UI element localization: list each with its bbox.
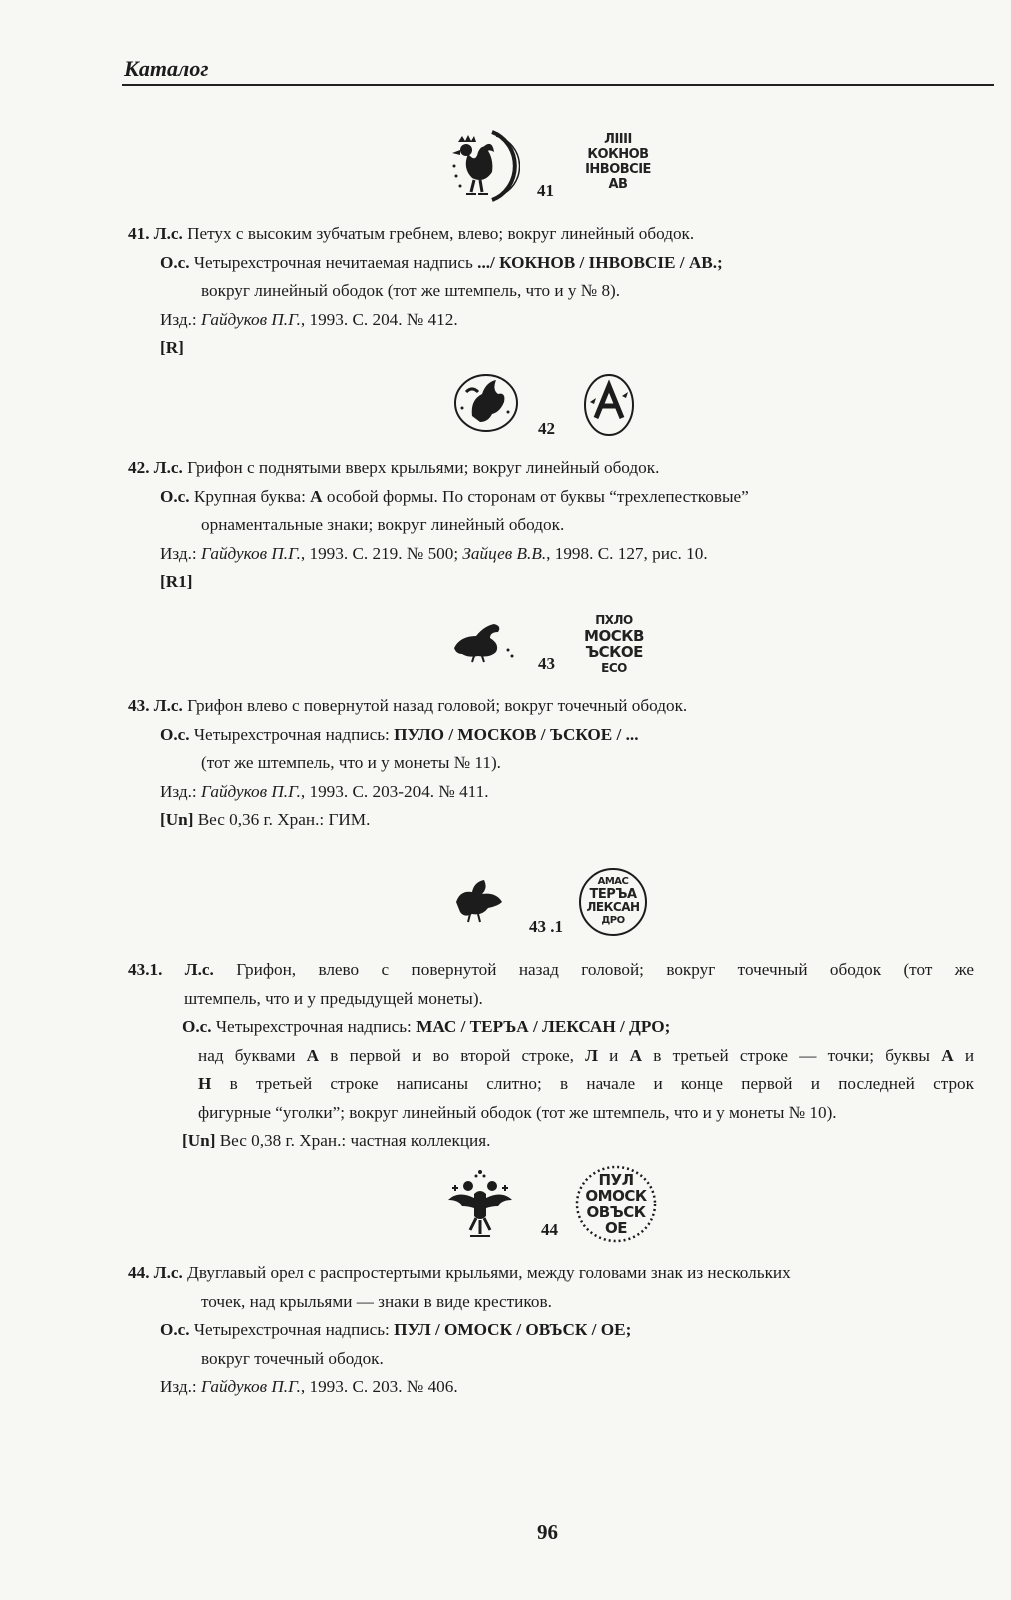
weight-storage: Вес 0,38 г. Хран.: частная коллекция.	[215, 1131, 491, 1150]
griffin-icon	[455, 375, 517, 431]
catalog-entry-43	[128, 692, 687, 835]
reverse-letter: А	[306, 1045, 320, 1065]
reverse-label: О.с.	[160, 252, 190, 272]
reverse-legend: ПУЛО / МОСКОВ / ЪСКОЕ / ...	[394, 724, 639, 744]
obverse-label: Л.с.	[153, 696, 183, 715]
obverse-description: Грифон влево с повернутой назад головой; вокруг точечный ободок.	[187, 696, 688, 715]
reverse-text: в первой и во второй строке,	[319, 1045, 586, 1065]
publication-author: Зайцев В.В.	[462, 543, 547, 563]
legend-line: КОКНОВ	[587, 147, 649, 162]
legend-line: ОВЪСК	[586, 1203, 646, 1221]
reverse-legend: ПУЛ / ОМОСК / ОВЪСК / ОЕ;	[394, 1320, 632, 1339]
legend-line: АВ	[608, 177, 628, 192]
obverse-description: Грифон, влево с повернутой назад головой; вокруг точечный ободок (тот же	[213, 960, 974, 979]
coin-44-reverse	[576, 1172, 656, 1236]
reverse-letter: А	[310, 486, 323, 506]
reverse-label: О.с.	[160, 1320, 190, 1339]
rarity-badge: [R1]	[160, 572, 193, 591]
catalog-entry-42	[128, 454, 749, 597]
catalog-entry-43-1	[128, 956, 974, 1156]
reverse-description: Четырехстрочная надпись:	[215, 1017, 417, 1036]
entry-number: 43.	[128, 696, 150, 715]
coin-42-obverse	[452, 372, 522, 434]
reverse-description-cont: (тот же штемпель, что и у монеты № 11).	[201, 753, 501, 772]
figure-number: 43	[538, 654, 555, 673]
legend-line: ОЕ	[605, 1219, 627, 1237]
obverse-label: Л.с.	[184, 960, 214, 979]
figure-number: 44	[541, 1220, 558, 1239]
legend-line: ЛЕКСАН	[586, 900, 640, 914]
publication-author: Гайдуков П.Г.	[201, 543, 301, 563]
reverse-legend: .../ КОКНОВ / ІНВОВСІЕ / АВ.;	[477, 252, 723, 272]
reverse-label: О.с.	[182, 1017, 212, 1036]
reverse-label: О.с.	[160, 724, 190, 744]
obverse-description: Двуглавый орел с распростертыми крыльями, между головами знак из нескольких	[187, 1263, 791, 1282]
reverse-letter: Л	[585, 1045, 598, 1065]
running-header: Каталог	[124, 56, 209, 81]
legend-line: ІНВОВСІЕ	[585, 162, 651, 177]
figure-number: 41	[537, 181, 554, 200]
coin-43-reverse	[576, 612, 652, 676]
griffin-icon	[454, 624, 514, 662]
reverse-description-cont: вокруг точечный ободок.	[201, 1348, 384, 1368]
obverse-description: Грифон с поднятыми вверх крыльями; вокруг линейный ободок.	[187, 458, 660, 477]
reverse-text: фигурные “уголки”; вокруг линейный ободок (тот же штемпель, что и у монеты № 10).	[198, 1102, 837, 1122]
rooster-icon	[452, 132, 520, 200]
header-rule	[122, 84, 994, 86]
entry-number: 42.	[128, 458, 150, 477]
legend-line: ПХЛО	[595, 613, 633, 627]
page-number: 96	[537, 1520, 558, 1544]
reverse-text: и	[953, 1045, 975, 1065]
reverse-description: Четырехстрочная нечитаемая надпись	[193, 252, 478, 272]
obverse-label: Л.с.	[153, 458, 183, 477]
reverse-text: и	[597, 1045, 630, 1065]
rarity-badge: [R]	[160, 338, 184, 357]
reverse-description-cont: орнаментальные знаки; вокруг линейный ободок.	[201, 515, 565, 534]
griffin-icon	[456, 880, 502, 922]
publication-label: Изд.:	[160, 1377, 202, 1396]
reverse-description: особой формы. По сторонам от буквы “трехлепестковые”	[322, 486, 749, 506]
figure-number: 42	[538, 419, 555, 438]
publication-author: Гайдуков П.Г.	[201, 309, 301, 329]
obverse-label: Л.с.	[153, 224, 183, 243]
catalog-entry-44	[128, 1259, 791, 1402]
reverse-label: О.с.	[160, 486, 190, 506]
figure-number: 43 .1	[529, 917, 563, 936]
weight-storage: Вес 0,36 г. Хран.: ГИМ.	[193, 810, 371, 829]
reverse-text: в третьей строке написаны слитно; в начале и конце первой и последней строк	[211, 1074, 974, 1093]
reverse-text: над буквами	[198, 1045, 307, 1065]
legend-line: МОСКВ	[584, 627, 644, 645]
coin-44-obverse	[444, 1166, 516, 1242]
reverse-description: Четырехстрочная надпись:	[193, 1320, 395, 1339]
reverse-letter: Н	[198, 1074, 212, 1093]
legend-line: ОМОСК	[585, 1187, 647, 1205]
legend-line: ЪСКОЕ	[585, 643, 643, 661]
legend-line: ДРО	[601, 915, 625, 926]
publication-author: Гайдуков П.Г.	[201, 781, 301, 801]
coin-43-1-reverse	[579, 875, 647, 927]
obverse-label: Л.с.	[153, 1263, 183, 1282]
reverse-text: в третьей строке — точки; буквы	[642, 1045, 942, 1065]
obverse-description: Петух с высоким зубчатым гребнем, влево; вокруг линейный ободок.	[187, 224, 695, 243]
reverse-letter: А	[629, 1045, 642, 1065]
catalog-entry-41	[128, 220, 723, 363]
rarity-badge: [Un]	[160, 810, 194, 829]
coin-42-reverse	[582, 372, 636, 438]
entry-number: 43.1.	[128, 960, 163, 979]
obverse-description-cont: штемпель, что и у предыдущей монеты).	[184, 988, 483, 1008]
reverse-description: Крупная буква:	[193, 486, 311, 506]
legend-line: АМАС	[597, 876, 629, 887]
publication-ref: , 1993. С. 203-204. № 411.	[300, 781, 489, 801]
legend-line: ПУЛ	[598, 1171, 634, 1189]
coin-43-1-obverse	[452, 878, 508, 926]
double-eagle-icon	[448, 1170, 512, 1236]
publication-label: Изд.:	[160, 309, 202, 329]
legend-line: ТЕРЪА	[589, 887, 637, 902]
legend-line: ЕСО	[601, 661, 627, 675]
publication-author: Гайдуков П.Г.	[201, 1377, 301, 1396]
publication-ref: , 1998. С. 127, рис. 10.	[546, 543, 708, 563]
coin-43-obverse	[450, 618, 516, 664]
reverse-description-cont: вокруг линейный ободок (тот же штемпель, что и у № 8).	[201, 281, 621, 300]
reverse-description: Четырехстрочная надпись:	[193, 724, 395, 744]
reverse-letter: А	[941, 1045, 954, 1065]
publication-ref: , 1993. С. 204. № 412.	[300, 309, 458, 329]
letter-a-icon	[585, 375, 633, 435]
publication-ref: , 1993. С. 219. № 500;	[300, 543, 463, 563]
publication-label: Изд.:	[160, 543, 202, 563]
rarity-badge: [Un]	[182, 1131, 216, 1150]
entry-number: 41.	[128, 224, 150, 243]
reverse-legend: МАС / ТЕРЪА / ЛЕКСАН / ДРО;	[416, 1017, 671, 1036]
legend-line: ЛІІІІ	[604, 132, 632, 147]
coin-41-reverse	[576, 132, 660, 192]
coin-41-obverse	[448, 126, 520, 206]
publication-ref: , 1993. С. 203. № 406.	[300, 1377, 458, 1396]
entry-number: 44.	[128, 1263, 150, 1282]
obverse-description-cont: точек, над крыльями — знаки в виде крестиков.	[201, 1291, 552, 1311]
publication-label: Изд.:	[160, 781, 202, 801]
